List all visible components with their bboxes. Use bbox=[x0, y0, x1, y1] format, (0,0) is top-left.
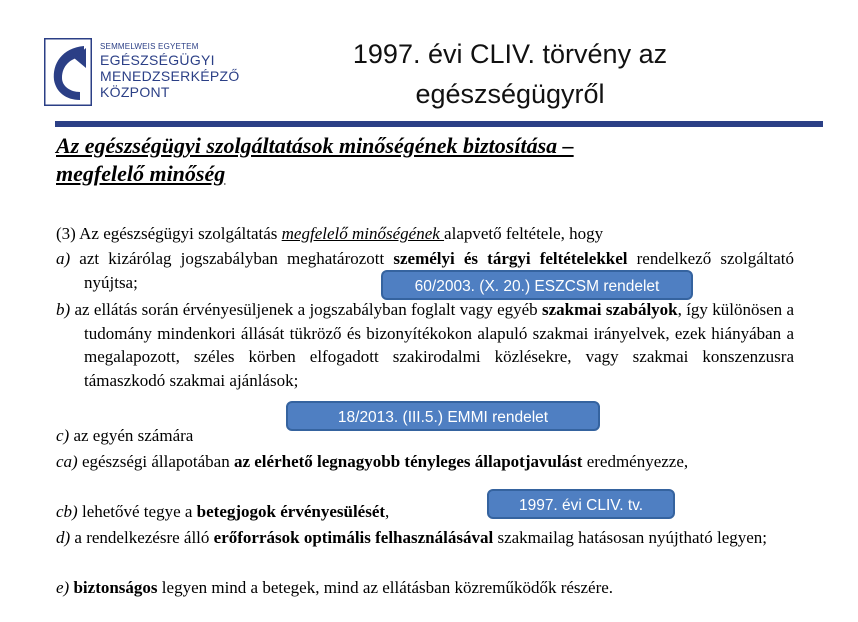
intro-suffix: alapvető feltétele, hogy bbox=[444, 224, 604, 243]
item-c-key: c) bbox=[56, 426, 70, 445]
item-c-text: az egyén számára bbox=[69, 426, 194, 445]
item-a-bold: személyi és tárgyi feltételekkel bbox=[393, 249, 628, 268]
callout-eszcsm-decree: 60/2003. (X. 20.) ESZCSM rendelet bbox=[381, 270, 693, 300]
slide-title-line-2: egészségügyről bbox=[415, 79, 605, 109]
item-e-text: legyen mind a betegek, mind az ellátásban közreműködők részére. bbox=[157, 578, 614, 597]
logo-name-1: EGÉSZSÉGÜGYI bbox=[100, 52, 215, 68]
item-d-text-2: szakmailag hatásosan nyújtható legyen; bbox=[493, 528, 768, 547]
item-b bbox=[56, 298, 794, 392]
item-a-text-2: rendelkező szolgáltató nyújtsa; bbox=[84, 249, 794, 292]
logo-text bbox=[100, 42, 240, 100]
intro-prefix: (3) Az egészségügyi szolgáltatás bbox=[56, 224, 282, 243]
intro-paragraph bbox=[56, 222, 794, 246]
section-heading-line-2: megfelelő minőség bbox=[56, 161, 226, 186]
item-ca-text-1: egészségi állapotában bbox=[77, 452, 234, 471]
logo bbox=[44, 38, 244, 108]
logo-university: SEMMELWEIS EGYETEM bbox=[100, 42, 199, 51]
callout-act: 1997. évi CLIV. tv. bbox=[487, 489, 675, 519]
logo-name-2: MENEDZSERKÉPZŐ bbox=[100, 68, 240, 84]
item-b-text-1: az ellátás során érvényesüljenek a jogszabályban foglalt vagy egyéb bbox=[70, 300, 542, 319]
section-heading bbox=[56, 132, 794, 188]
item-b-bold: szakmai szabályok bbox=[542, 300, 678, 319]
item-d bbox=[56, 526, 794, 550]
title-divider bbox=[55, 121, 823, 127]
slide-title-line-1: 1997. évi CLIV. törvény az bbox=[352, 39, 668, 69]
item-e-bold: biztonságos bbox=[69, 578, 158, 597]
item-e bbox=[56, 576, 794, 600]
logo-emblem-icon bbox=[44, 38, 92, 106]
item-b-key: b) bbox=[56, 300, 71, 319]
item-ca-key: ca) bbox=[56, 452, 78, 471]
item-cb bbox=[56, 500, 794, 524]
item-cb-text-1: lehetővé tegye a bbox=[77, 502, 197, 521]
slide-title bbox=[290, 34, 730, 114]
logo-name-3: KÖZPONT bbox=[100, 84, 170, 100]
item-d-bold: erőforrások optimális felhasználásával bbox=[213, 528, 494, 547]
item-e-key: e) bbox=[56, 578, 70, 597]
item-cb-key: cb) bbox=[56, 502, 78, 521]
item-cb-bold: betegjogok érvényesülését bbox=[196, 502, 386, 521]
item-a-text-1: azt kizárólag jogszabályban meghatározott bbox=[70, 249, 394, 268]
callout-emmi-decree: 18/2013. (III.5.) EMMI rendelet bbox=[286, 401, 600, 431]
intro-emphasis: megfelelő minőségének bbox=[281, 224, 445, 243]
item-ca bbox=[56, 450, 794, 474]
item-b-text-2: , így különösen a tudomány mindenkori állását tükröző és bizonyítékokon alapuló szakmai irányelvek, ezek hiányában a megalapozott, széles körben elfogadott szakirodalmi közlésekre, vagy szakmai konszenzusra támaszkodó szakmai ajánlások; bbox=[84, 300, 794, 390]
item-d-text-1: a rendelkezésre álló bbox=[70, 528, 214, 547]
item-ca-bold: az elérhető legnagyobb tényleges állapotjavulást bbox=[233, 452, 583, 471]
item-d-key: d) bbox=[56, 528, 71, 547]
item-a-key: a) bbox=[56, 249, 71, 268]
item-ca-text-2: eredményezze, bbox=[582, 452, 689, 471]
section-heading-line-1: Az egészségügyi szolgáltatások minőségének biztosítása – bbox=[56, 133, 574, 158]
item-cb-text-2: , bbox=[385, 502, 390, 521]
